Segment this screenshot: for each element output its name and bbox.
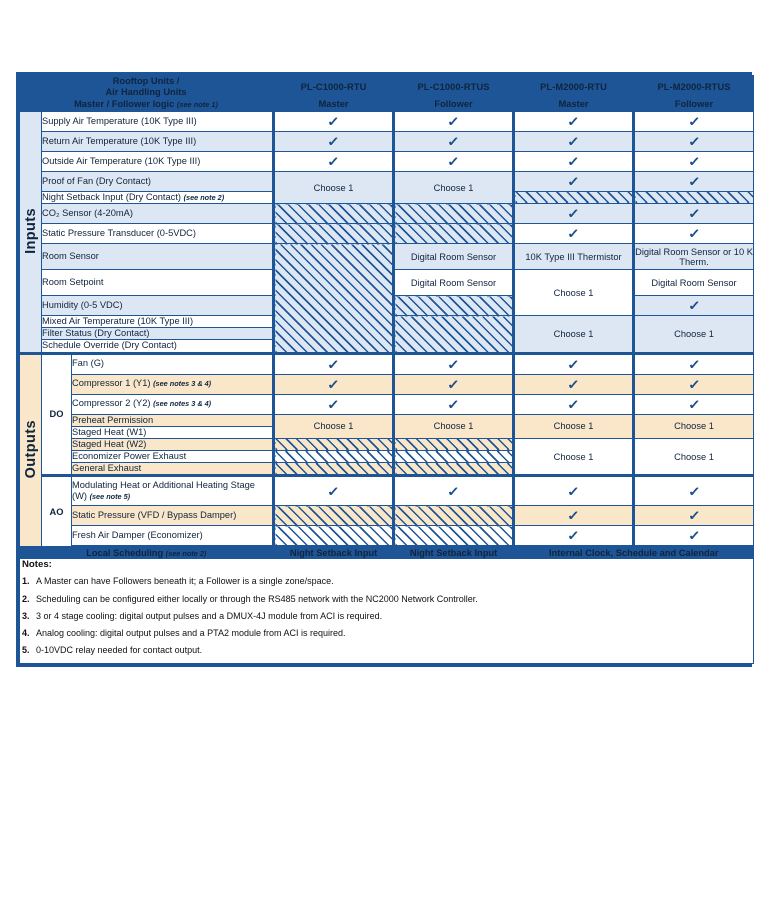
row-label	[42, 171, 274, 191]
cell-check	[394, 476, 514, 506]
cell-check	[514, 353, 634, 374]
row-label-text: Compressor 2 (Y2)	[72, 398, 151, 409]
row-label-text: CO₂ Sensor (4-20mA)	[42, 208, 133, 219]
cell-check	[514, 131, 634, 151]
cell-value: Digital Room Sensor	[394, 244, 514, 270]
check-icon: ✓	[687, 508, 701, 524]
check-icon: ✓	[567, 133, 580, 149]
table-row	[20, 476, 754, 506]
cell-check	[634, 131, 754, 151]
cell-check	[634, 204, 754, 224]
master-follower-row	[20, 98, 754, 110]
logic-value-1: Master	[274, 98, 394, 110]
check-icon: ✓	[327, 483, 340, 499]
row-label	[72, 426, 274, 438]
notes-row	[20, 559, 754, 663]
page-title	[20, 76, 274, 99]
cell-value: Digital Room Sensor	[634, 270, 754, 296]
cell-check	[514, 394, 634, 414]
cell-check	[514, 110, 634, 131]
cell-not-available	[274, 244, 394, 353]
logic-label-text: Master / Follower logic	[74, 98, 175, 109]
cell-check	[634, 224, 754, 244]
cell-check	[514, 526, 634, 547]
row-label	[72, 414, 274, 426]
note-number: 1.	[22, 576, 30, 587]
row-label	[42, 316, 274, 328]
note-text: 0-10VDC relay needed for contact output.	[36, 645, 203, 656]
table-row	[20, 204, 754, 224]
row-label-text: Filter Status (Dry Contact)	[42, 328, 150, 339]
cell-not-available	[274, 438, 394, 450]
row-label-note: (see note 2)	[183, 192, 225, 202]
cell-not-available	[394, 451, 514, 463]
cell-not-available	[394, 463, 514, 476]
cell-not-available	[394, 204, 514, 224]
row-label	[42, 340, 274, 353]
note-number: 2.	[22, 593, 30, 604]
check-icon: ✓	[687, 133, 701, 149]
row-label	[42, 244, 274, 270]
scheduling-value-3-4: Internal Clock, Schedule and Calendar	[514, 547, 754, 559]
note-text: 3 or 4 stage cooling: digital output pulses and a DMUX-4J module from ACI is required.	[36, 610, 383, 621]
title-line-1: Rooftop Units /	[112, 76, 180, 86]
table-row	[20, 131, 754, 151]
cell-value: 10K Type III Thermistor	[514, 244, 634, 270]
row-label-text: Economizer Power Exhaust	[72, 451, 187, 462]
cell-not-available	[394, 438, 514, 450]
row-label-note: (see note 5)	[89, 492, 131, 502]
cell-check	[634, 353, 754, 374]
row-label	[72, 506, 274, 526]
cell-check	[274, 131, 394, 151]
row-label-text: General Exhaust	[72, 463, 142, 474]
cell-check	[634, 296, 754, 316]
row-label	[72, 463, 274, 476]
logic-value-2: Follower	[394, 98, 514, 110]
cell-check	[514, 506, 634, 526]
cell-check	[394, 110, 514, 131]
row-label	[42, 191, 274, 203]
check-icon: ✓	[447, 376, 460, 392]
check-icon: ✓	[447, 483, 460, 499]
table-row	[20, 353, 754, 374]
cell-check	[394, 394, 514, 414]
cell-check	[274, 394, 394, 414]
row-label-text: Preheat Permission	[72, 414, 154, 425]
row-label-note: (see notes 3 & 4)	[153, 379, 212, 389]
comparison-table-container	[16, 72, 752, 667]
check-icon: ✓	[687, 298, 701, 314]
cell-not-available	[274, 463, 394, 476]
check-icon: ✓	[327, 396, 340, 412]
check-icon: ✓	[687, 113, 701, 129]
note-item	[22, 576, 753, 587]
table-row	[20, 374, 754, 394]
scheduling-value-1: Night Setback Input	[274, 547, 394, 559]
cell-check	[514, 204, 634, 224]
row-label-text: Supply Air Temperature (10K Type III)	[42, 115, 197, 126]
logic-label-note: (see note 1)	[176, 99, 218, 109]
scheduling-value-2: Night Setback Input	[394, 547, 514, 559]
table-row	[20, 151, 754, 171]
cell-not-available	[394, 526, 514, 547]
note-number: 3.	[22, 610, 30, 621]
cell-check	[634, 151, 754, 171]
cell-choose1: Choose 1	[274, 171, 394, 203]
cell-not-available	[394, 316, 514, 353]
column-header-model-1: PL-C1000-RTU	[274, 76, 394, 99]
cell-choose1: Choose 1	[634, 438, 754, 475]
table-row	[20, 438, 754, 450]
cell-check	[514, 476, 634, 506]
cell-value: Digital Room Sensor or 10 K Therm.	[634, 244, 754, 270]
row-label-text: Humidity (0-5 VDC)	[42, 300, 123, 311]
inputs-vertical-text: Inputs	[22, 207, 39, 254]
row-label	[42, 224, 274, 244]
row-label-text: Staged Heat (W2)	[72, 438, 147, 449]
row-label	[72, 394, 274, 414]
row-label-text: Static Pressure (VFD / Bypass Damper)	[72, 510, 237, 521]
table-row	[20, 394, 754, 414]
row-label-text: Fan (G)	[72, 358, 105, 369]
cell-check	[634, 476, 754, 506]
note-item	[22, 645, 753, 656]
subsection-label-ao: AO	[42, 476, 72, 547]
cell-not-available	[394, 506, 514, 526]
cell-value: Digital Room Sensor	[394, 270, 514, 296]
row-label-text: Room Setpoint	[42, 277, 104, 288]
note-text: Analog cooling: digital output pulses and a PTA2 module from ACI is required.	[36, 628, 346, 639]
note-text: Scheduling can be configured either locally or through the RS485 network with the NC2000 Network Controller.	[36, 593, 478, 604]
column-header-model-3: PL-M2000-RTU	[514, 76, 634, 99]
cell-not-available	[274, 451, 394, 463]
row-label	[42, 110, 274, 131]
row-label-text: Static Pressure Transducer (0-5VDC)	[42, 228, 196, 239]
note-text: A Master can have Followers beneath it; a Follower is a single zone/space.	[36, 576, 334, 587]
row-label	[42, 151, 274, 171]
cell-check	[394, 131, 514, 151]
check-icon: ✓	[687, 226, 701, 242]
row-label-text: Proof of Fan (Dry Contact)	[42, 175, 152, 186]
table-row	[20, 244, 754, 270]
table-row	[20, 171, 754, 191]
scheduling-label-note: (see note 2)	[165, 549, 207, 559]
row-label	[72, 353, 274, 374]
cell-not-available	[274, 526, 394, 547]
cell-not-available	[274, 224, 394, 244]
check-icon: ✓	[567, 206, 580, 222]
row-label-text: Schedule Override (Dry Contact)	[42, 340, 177, 351]
comparison-table	[19, 75, 754, 664]
cell-check	[634, 110, 754, 131]
cell-choose1: Choose 1	[514, 414, 634, 438]
row-label-text: Fresh Air Damper (Economizer)	[72, 530, 203, 541]
cell-choose1: Choose 1	[274, 414, 394, 438]
scheduling-row	[20, 547, 754, 559]
cell-choose1: Choose 1	[514, 316, 634, 353]
check-icon: ✓	[687, 483, 701, 499]
cell-check	[634, 506, 754, 526]
scheduling-label-text: Local Scheduling	[86, 548, 164, 559]
cell-choose1: Choose 1	[634, 316, 754, 353]
check-icon: ✓	[567, 396, 580, 412]
logic-value-3: Master	[514, 98, 634, 110]
section-label-outputs	[20, 353, 42, 547]
cell-choose1: Choose 1	[394, 414, 514, 438]
cell-not-available	[274, 204, 394, 224]
row-label	[72, 476, 274, 506]
note-number: 5.	[22, 645, 30, 656]
row-label	[42, 296, 274, 316]
row-label	[42, 204, 274, 224]
row-label	[72, 451, 274, 463]
cell-check	[274, 476, 394, 506]
table-row	[20, 414, 754, 426]
cell-check	[394, 374, 514, 394]
header-title-row	[20, 76, 754, 99]
row-label-text: Staged Heat (W1)	[72, 426, 147, 437]
note-number: 4.	[22, 628, 30, 639]
row-label	[72, 374, 274, 394]
row-label-text: Room Sensor	[42, 251, 99, 262]
cell-choose1: Choose 1	[514, 438, 634, 475]
check-icon: ✓	[567, 226, 580, 242]
row-label	[42, 131, 274, 151]
cell-choose1: Choose 1	[394, 171, 514, 203]
cell-check	[394, 353, 514, 374]
row-label-text: Outside Air Temperature (10K Type III)	[42, 155, 201, 166]
outputs-vertical-text: Outputs	[22, 420, 39, 479]
check-icon: ✓	[567, 173, 580, 189]
check-icon: ✓	[447, 396, 460, 412]
check-icon: ✓	[567, 508, 580, 524]
check-icon: ✓	[567, 483, 580, 499]
check-icon: ✓	[687, 206, 701, 222]
check-icon: ✓	[567, 113, 580, 129]
column-header-model-2: PL-C1000-RTUS	[394, 76, 514, 99]
check-icon: ✓	[567, 356, 580, 372]
cell-check	[514, 374, 634, 394]
logic-value-4: Follower	[634, 98, 754, 110]
row-label-text: Return Air Temperature (10K Type III)	[42, 135, 197, 146]
row-label	[72, 438, 274, 450]
title-line-2: Air Handling Units	[105, 86, 187, 97]
row-label	[42, 270, 274, 296]
check-icon: ✓	[687, 376, 701, 392]
note-item	[22, 594, 753, 605]
check-icon: ✓	[327, 376, 340, 392]
check-icon: ✓	[567, 153, 580, 169]
check-icon: ✓	[447, 133, 460, 149]
note-item	[22, 628, 753, 639]
cell-not-available	[274, 506, 394, 526]
cell-check	[634, 374, 754, 394]
row-label-text: Night Setback Input (Dry Contact)	[42, 191, 181, 202]
note-item	[22, 611, 753, 622]
cell-check	[634, 171, 754, 191]
row-label-note: (see notes 3 & 4)	[153, 399, 212, 409]
check-icon: ✓	[447, 356, 460, 372]
check-icon: ✓	[447, 153, 460, 169]
check-icon: ✓	[447, 113, 460, 129]
cell-not-available	[394, 224, 514, 244]
cell-check	[634, 526, 754, 547]
check-icon: ✓	[687, 153, 701, 169]
row-label-text: Modulating Heat or Additional Heating Stage (W)	[72, 480, 255, 502]
local-scheduling-label	[20, 547, 274, 559]
check-icon: ✓	[327, 356, 340, 372]
cell-check	[274, 353, 394, 374]
cell-not-available	[514, 191, 634, 203]
cell-check	[634, 394, 754, 414]
check-icon: ✓	[327, 133, 340, 149]
section-label-inputs	[20, 110, 42, 353]
table-row	[20, 110, 754, 131]
check-icon: ✓	[567, 528, 580, 544]
check-icon: ✓	[567, 376, 580, 392]
check-icon: ✓	[327, 113, 340, 129]
check-icon: ✓	[327, 153, 340, 169]
cell-check	[514, 171, 634, 191]
check-icon: ✓	[687, 528, 701, 544]
table-row	[20, 224, 754, 244]
cell-check	[274, 110, 394, 131]
cell-check	[274, 151, 394, 171]
row-label-text: Compressor 1 (Y1)	[72, 378, 151, 389]
check-icon: ✓	[687, 356, 701, 372]
cell-choose1: Choose 1	[514, 270, 634, 316]
row-label	[42, 328, 274, 340]
table-row	[20, 526, 754, 547]
subsection-label-do: DO	[42, 353, 72, 476]
cell-not-available	[394, 296, 514, 316]
column-header-model-4: PL-M2000-RTUS	[634, 76, 754, 99]
check-icon: ✓	[687, 396, 701, 412]
cell-check	[274, 374, 394, 394]
check-icon: ✓	[687, 173, 701, 189]
master-follower-logic-label	[20, 98, 274, 110]
table-row	[20, 506, 754, 526]
row-label	[72, 526, 274, 547]
cell-check	[394, 151, 514, 171]
cell-choose1: Choose 1	[634, 414, 754, 438]
cell-check	[514, 224, 634, 244]
cell-check	[514, 151, 634, 171]
notes-title: Notes:	[22, 559, 52, 571]
row-label-text: Mixed Air Temperature (10K Type III)	[42, 316, 194, 327]
cell-not-available	[634, 191, 754, 203]
notes-block	[20, 559, 754, 663]
